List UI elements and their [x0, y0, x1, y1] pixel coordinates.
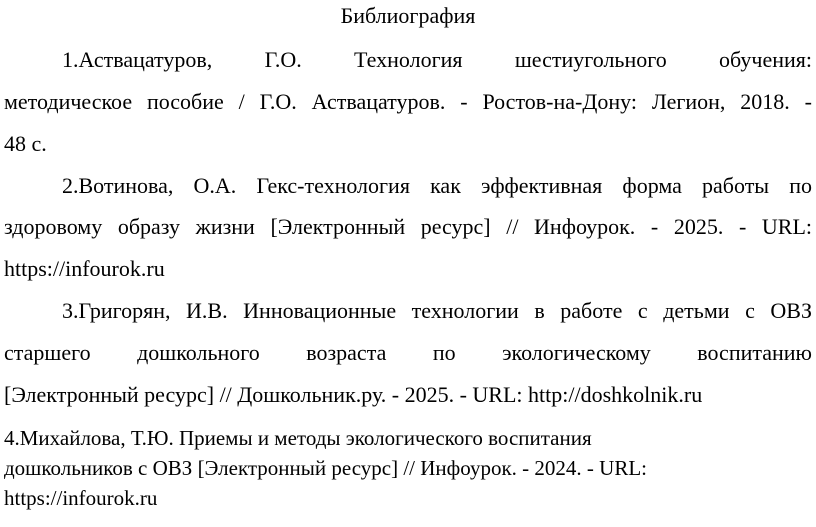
reference-1-line-1: 1.Аствацатуров, Г.О. Технология шестиугольного обучения: [62, 47, 812, 72]
reference-1-line-3: 48 с. [4, 131, 47, 156]
reference-1-line-2: методическое пособие / Г.О. Аствацатуров. - Ростов-на-Дону: Легион, 2018. - [4, 89, 812, 114]
reference-4-line-2: дошкольников с ОВЗ [Электронный ресурс] // Инфоурок. - 2024. - URL: [4, 456, 647, 480]
reference-2-line-2: здоровому образу жизни [Электронный ресурс] // Инфоурок. - 2025. - URL: [4, 214, 812, 239]
reference-3-line-3: [Электронный ресурс] // Дошкольник.ру. - 2025. - URL: http://doshkolnik.ru [4, 382, 703, 407]
reference-2-line-3: https://infourok.ru [4, 256, 165, 281]
reference-2-line-1: 2.Вотинова, О.А. Гекс-технология как эффективная форма работы по [62, 173, 812, 198]
reference-4-line-3: https://infourok.ru [4, 486, 158, 510]
reference-3-line-1: 3.Григорян, И.В. Инновационные технологии в работе с детьми с ОВЗ [62, 298, 812, 323]
reference-3-line-2: старшего дошкольного возраста по экологическому воспитанию [4, 340, 812, 365]
reference-4-line-1: 4.Михайлова, Т.Ю. Приемы и методы экологического воспитания [4, 426, 592, 450]
page-title: Библиография [340, 3, 476, 28]
